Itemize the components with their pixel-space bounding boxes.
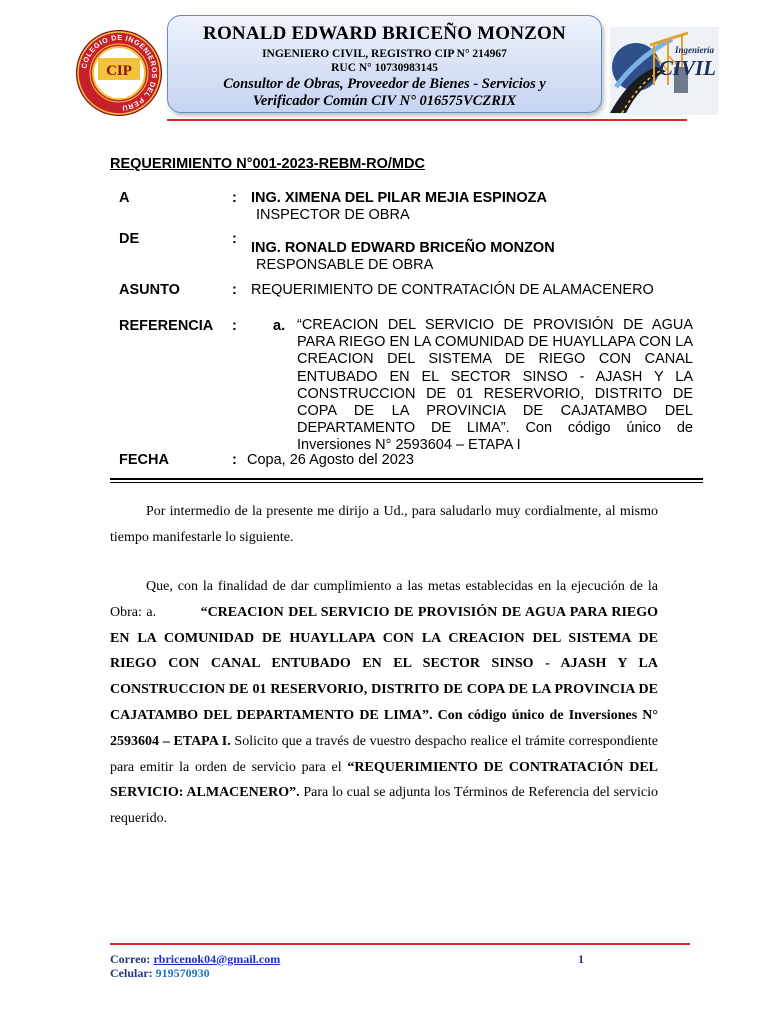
- subject-colon: :: [232, 282, 237, 298]
- seal-mark: CIP: [106, 63, 132, 79]
- letterhead-name: RONALD EDWARD BRICEÑO MONZON: [203, 23, 566, 44]
- to-colon: :: [232, 190, 237, 206]
- seal-emblem: [92, 46, 146, 100]
- cip-seal-logo: [76, 30, 162, 116]
- reference-text: “CREACION DEL SERVICIO DE PROVISIÓN DE AGUA PARA RIEGO EN LA COMUNIDAD DE HUAYLLAPA CON LA CREACION DEL SISTEMA DE RIEGO CON CANAL ENTUBADO EN EL SECTOR SINSO - AJASH Y LA CONSTRUCCION DE 01 RESERVORIO, DISTRITO DE COPA DE LA PROVINCIA DE CAJATAMBO DEL DEPARTAMENTO DE LIMA”. Con código único de Inversiones N° 2593604 – ETAPA I: [297, 317, 693, 454]
- from-role: RESPONSABLE DE OBRA: [256, 257, 434, 273]
- letterhead-ruc: RUC N° 10730983145: [331, 62, 438, 74]
- letterhead-profession: INGENIERO CIVIL, REGISTRO CIP N° 214967: [262, 48, 507, 60]
- request-service: “REQUERIMIENTO DE CONTRATACIÓN DEL SERVICIO: ALMACENERO”.: [110, 759, 659, 801]
- header-divider: [167, 119, 687, 121]
- to-role: INSPECTOR DE OBRA: [256, 207, 410, 223]
- subject-text: REQUERIMIENTO DE CONTRATACIÓN DE ALAMACENERO: [251, 282, 654, 298]
- from-name: ING. RONALD EDWARD BRICEÑO MONZON: [251, 240, 555, 256]
- date-colon: :: [232, 452, 237, 468]
- body-paragraph-greeting: [110, 499, 658, 551]
- reference-label: REFERENCIA: [119, 318, 214, 334]
- page-number: 1: [578, 952, 584, 966]
- from-label: DE: [119, 231, 140, 247]
- memo-title: REQUERIMIENTO N°001-2023-REBM-RO/MDC: [110, 156, 425, 172]
- logo-text-civil: CIVIL: [658, 56, 716, 80]
- request-project: “CREACION DEL SERVICIO DE PROVISIÓN DE AGUA PARA RIEGO EN LA COMUNIDAD DE HUAYLLAPA CON LA CREACION DEL SISTEMA DE RIEGO CON CANAL ENTUBADO EN EL SECTOR SINSO - AJASH Y LA CONSTRUCCION DE 01 RESERVORIO, DISTRITO DE COPA DE LA PROVINCIA DE CAJATAMBO DEL DEPARTAMENTO DE LIMA”. Con código único de Inversiones N° 2593604 – ETAPA I.: [110, 604, 659, 749]
- request-intro: Que, con la finalidad de dar cumplimiento a las metas establecidas en la ejecución de la Obra: a.: [110, 579, 658, 620]
- greeting-text: Por intermedio de la presente me dirijo a Ud., para saludarlo muy cordialmente, al mismo tiempo manifestarle lo siguiente.: [110, 504, 658, 545]
- email-link[interactable]: rbricenok04@gmail.com: [153, 952, 281, 966]
- memo-divider-thin: [110, 482, 703, 483]
- letterhead-consultant-line1: Consultor de Obras, Proveedor de Bienes - Servicios y: [223, 76, 546, 92]
- seal-ring-text: COLEGIO DE INGENIEROS DEL PERU: [79, 32, 160, 113]
- footer-phone-line: [110, 966, 210, 981]
- ingenieria-civil-logo: [610, 27, 719, 115]
- to-label: A: [119, 190, 130, 206]
- logo-text-ingenieria: Ingeniería: [674, 45, 714, 55]
- phone-label: Celular:: [110, 966, 153, 980]
- reference-item-marker: a.: [273, 318, 286, 334]
- footer-divider: [110, 943, 690, 945]
- body-paragraph-request: [110, 574, 658, 832]
- subject-label: ASUNTO: [119, 282, 180, 298]
- seal-year: 1962: [111, 93, 127, 100]
- from-colon: :: [232, 231, 237, 247]
- to-name: ING. XIMENA DEL PILAR MEJIA ESPINOZA: [251, 190, 547, 206]
- date-label: FECHA: [119, 452, 169, 468]
- request-middle: Solicito que a través de vuestro despacho realice el trámite correspondiente para emitir la orden de servicio para el: [110, 733, 658, 775]
- reference-colon: :: [232, 318, 237, 334]
- email-label: Correo:: [110, 952, 151, 966]
- letterhead-box: [167, 15, 602, 113]
- phone-number: 919570930: [155, 966, 210, 980]
- footer-email-line: [110, 952, 280, 967]
- letterhead-consultant-line2: Verificador Común CIV N° 016575VCZRIX: [252, 93, 517, 109]
- date-text: Copa, 26 Agosto del 2023: [247, 452, 414, 468]
- request-end: Para lo cual se adjunta los Términos de Referencia del servicio requerido.: [110, 785, 659, 827]
- memo-divider-thick: [110, 478, 703, 480]
